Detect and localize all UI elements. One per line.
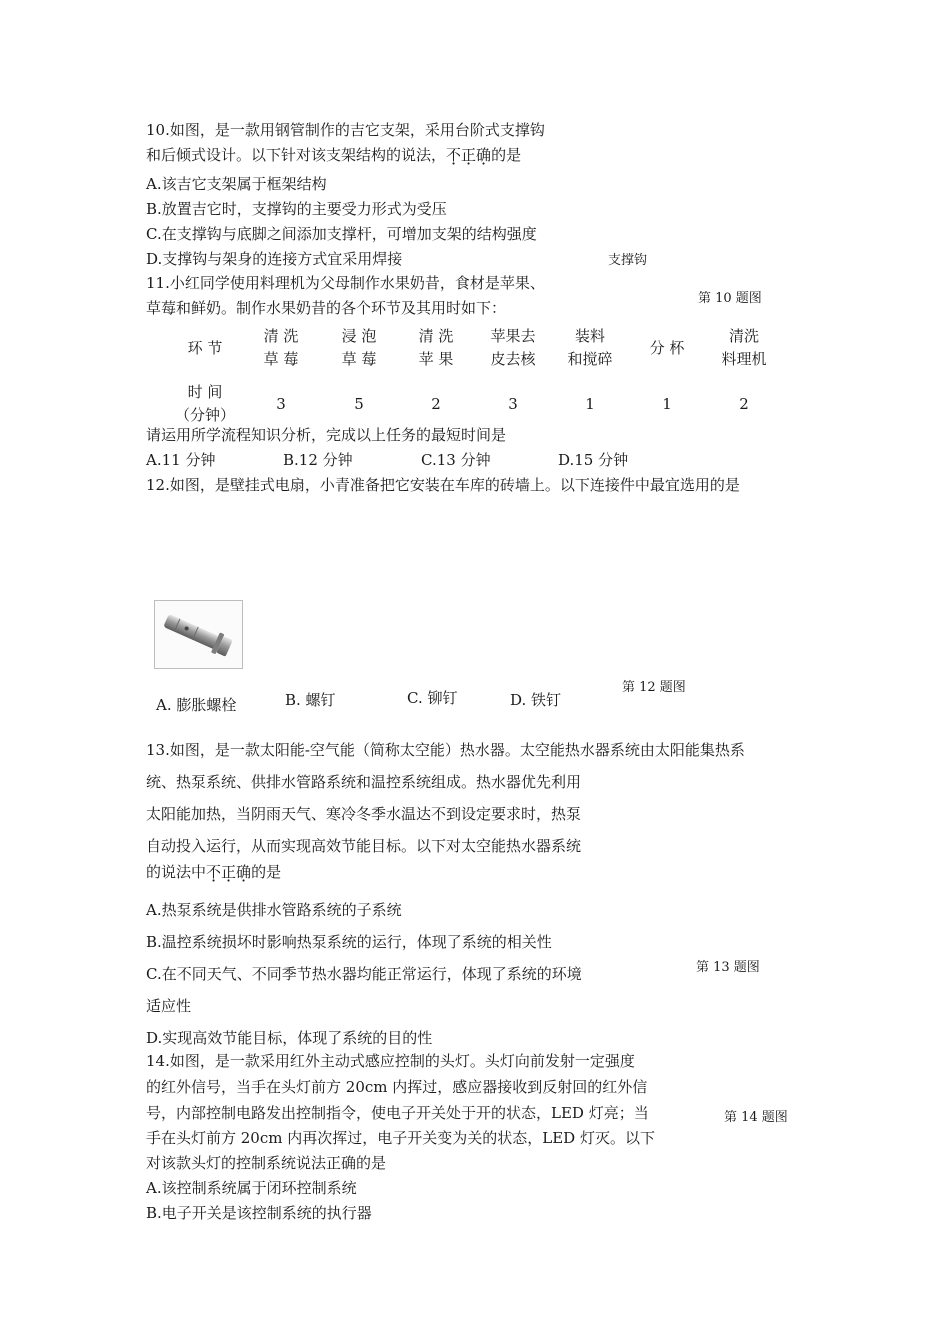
q14-option-a: A.该控制系统属于闭环控制系统	[146, 1179, 357, 1197]
q11-option-c: C.13 分钟	[421, 451, 491, 469]
q12-option-d: D. 铁钉	[510, 691, 562, 709]
q10-option-c: C.在支撑钩与底脚之间添加支撑杆，可增加支架的结构强度	[146, 225, 537, 243]
q13-option-d: D.实现高效节能目标，体现了系统的目的性	[146, 1029, 433, 1047]
step-cell: 苹果去 皮去核	[490, 327, 536, 368]
emphasis-char: 不	[206, 863, 222, 881]
q10-stem-line1: 10.如图，是一款用钢管制作的吉它支架，采用台阶式支撑钩	[146, 121, 545, 139]
q11-stem-line1: 11.小红同学使用料理机为父母制作水果奶昔，食材是苹果、	[146, 274, 545, 292]
q11-option-d: D.15 分钟	[558, 451, 629, 469]
q12-figure-caption: 第 12 题图	[622, 680, 686, 695]
step-cell: 清 洗 苹 果	[418, 327, 454, 368]
step-cell: 装料 和搅碎	[567, 327, 613, 368]
q14-stem-line1: 14.如图，是一款采用红外主动式感应控制的头灯。头灯向前发射一定强度	[146, 1052, 635, 1070]
q10-option-a: A.该吉它支架属于框架结构	[146, 175, 327, 193]
time-cell: 1	[662, 394, 672, 413]
expansion-bolt-image	[154, 600, 243, 669]
q12-option-a: A. 膨胀螺栓	[156, 696, 237, 714]
q13-stem-line3: 太阳能加热，当阴雨天气、寒冷冬季水温达不到设定要求时，热泵	[146, 805, 582, 823]
q10-option-b: B.放置吉它时，支撑钩的主要受力形式为受压	[146, 200, 447, 218]
q12-option-c: C. 铆钉	[407, 689, 458, 707]
step-cell: 清洗 料理机	[721, 327, 767, 368]
q13-stem-line2: 统、热泵系统、供排水管路系统和温控系统组成。热水器优先利用	[146, 773, 582, 791]
q13-stem-line4: 自动投入运行，从而实现高效节能目标。以下对太空能热水器系统	[146, 837, 582, 855]
q11-option-b: B.12 分钟	[283, 451, 353, 469]
time-cell: 2	[431, 394, 441, 413]
q13-option-b: B.温控系统损坏时影响热泵系统的运行，体现了系统的相关性	[146, 933, 552, 951]
q13-stem-line5: 的说法中不正确的是	[146, 863, 282, 881]
q10-figure-caption: 第 10 题图	[698, 291, 762, 306]
q14-figure-caption: 第 14 题图	[724, 1110, 788, 1125]
step-cell: 浸 泡 草 莓	[341, 327, 377, 368]
time-cell: 5	[354, 394, 364, 413]
q10-figure-label: 支撑钩	[608, 253, 648, 268]
expansion-bolt-icon	[155, 601, 242, 668]
q14-stem-line5: 对该款头灯的控制系统说法正确的是	[146, 1154, 387, 1172]
q13-option-c-cont: 适应性	[146, 997, 192, 1015]
emphasis-char: 不	[446, 146, 462, 164]
q11-option-a: A.11 分钟	[146, 451, 216, 469]
emphasis-char: 正	[461, 146, 477, 164]
time-cell: 3	[508, 394, 518, 413]
table-row	[168, 318, 782, 378]
row-header-time: 时 间 （分钟）	[174, 383, 235, 424]
q10-option-d: D.支撑钩与架身的连接方式宜采用焊接	[146, 250, 403, 268]
q14-stem-line3: 号，内部控制电路发出控制指令，使电子开关处于开的状态，LED 灯亮；当	[146, 1104, 649, 1122]
time-cell: 2	[739, 394, 749, 413]
time-cell: 1	[585, 394, 595, 413]
q13-option-a: A.热泵系统是供排水管路系统的子系统	[146, 901, 402, 919]
q14-stem-line4: 手在头灯前方 20cm 内再次挥过，电子开关变为关的状态，LED 灯灭。以下	[146, 1129, 655, 1147]
row-header-steps: 环 节	[187, 338, 223, 357]
emphasis-char: 确	[476, 146, 492, 164]
q11-stem-line2: 草莓和鲜奶。制作水果奶昔的各个环节及其用时如下：	[146, 299, 507, 317]
table-row	[168, 378, 782, 430]
q13-figure-caption: 第 13 题图	[696, 960, 760, 975]
q13-option-c: C.在不同天气、不同季节热水器均能正常运行，体现了系统的环境	[146, 965, 582, 983]
q14-option-b: B.电子开关是该控制系统的执行器	[146, 1204, 372, 1222]
q10-stem-line2: 和后倾式设计。以下针对该支架结构的说法，不正确的是	[146, 146, 522, 164]
emphasis-char: 确	[236, 863, 252, 881]
q11-question: 请运用所学流程知识分析，完成以上任务的最短时间是	[146, 426, 507, 444]
emphasis-char: 正	[221, 863, 237, 881]
q13-stem-line1: 13.如图，是一款太阳能-空气能（简称太空能）热水器。太空能热水器系统由太阳能集热系	[146, 741, 745, 759]
q12-option-b: B. 螺钉	[285, 691, 336, 709]
step-cell: 清 洗 草 莓	[263, 327, 299, 368]
q14-stem-line2: 的红外信号，当手在头灯前方 20cm 内挥过，感应器接收到反射回的红外信	[146, 1078, 648, 1096]
step-cell: 分 杯	[649, 338, 685, 357]
q12-stem: 12.如图，是壁挂式电扇，小青准备把它安装在车库的砖墙上。以下连接件中最宜选用的是	[146, 476, 740, 494]
time-cell: 3	[276, 394, 286, 413]
process-time-table	[168, 318, 782, 430]
